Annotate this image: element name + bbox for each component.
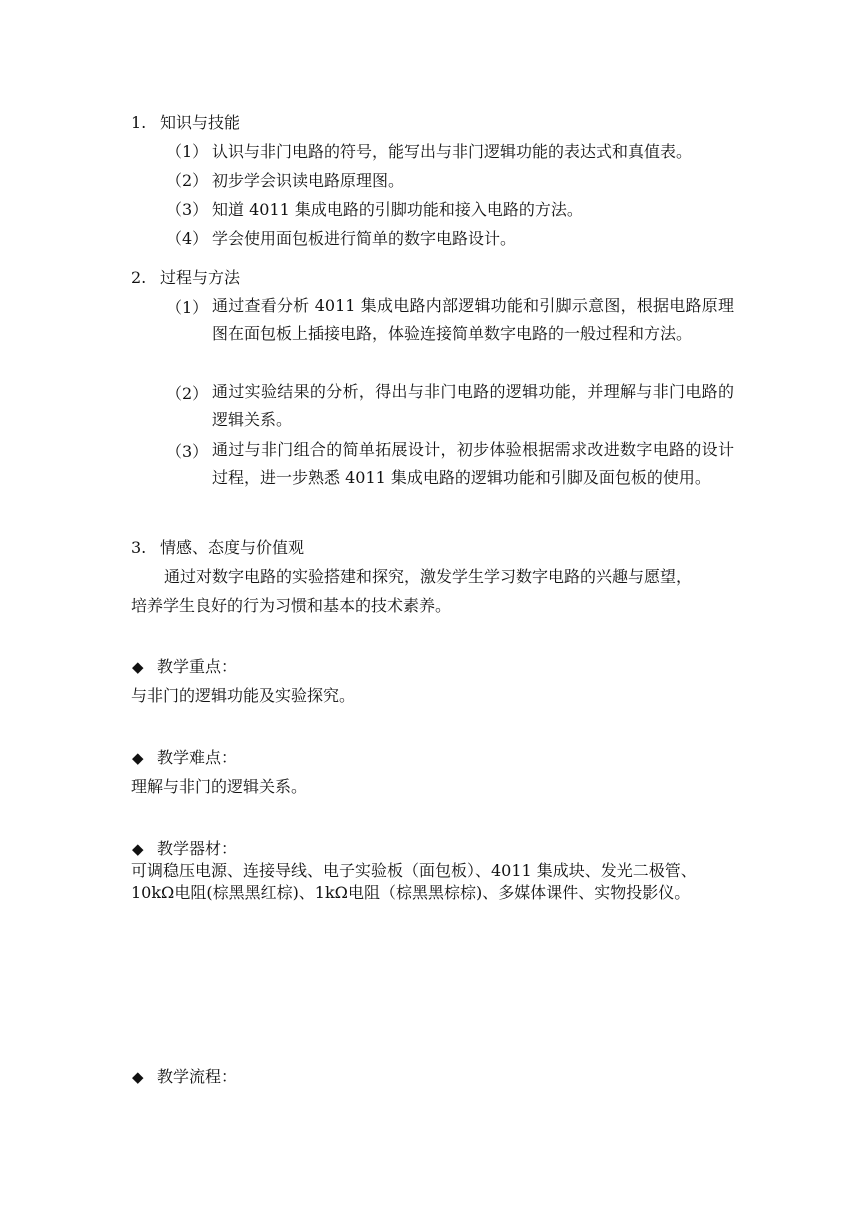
s2-item-1-number: （1）: [166, 298, 209, 317]
diamond-bullet-icon: ◆: [132, 658, 144, 676]
s1-item-2-text: 初步学会识读电路原理图。: [212, 171, 405, 190]
section-2-title: 过程与方法: [160, 268, 241, 287]
s2-item-3-number: （3）: [166, 442, 209, 461]
section-2-number: 2.: [131, 268, 147, 287]
s2-item-1-text: 通过查看分析 4011 集成电路内部逻辑功能和引脚示意图，根据电路原理图在面包板上插接电路，体验连接简单数字电路的一般过程和方法。: [212, 296, 734, 343]
section-1-number: 1.: [131, 113, 147, 132]
s1-item-3-text: 知道 4011 集成电路的引脚功能和接入电路的方法。: [212, 200, 583, 219]
s1-item-3-number: （3）: [166, 200, 209, 219]
s1-item-1-text: 认识与非门电路的符号，能写出与非门逻辑功能的表达式和真值表。: [212, 142, 693, 161]
s2-item-3-text: 通过与非门组合的简单拓展设计，初步体验根据需求改进数字电路的设计过程，进一步熟悉 4011 集成电路的逻辑功能和引脚及面包板的使用。: [212, 440, 734, 487]
s1-item-4-number: （4）: [166, 229, 209, 248]
s1-item-4-text: 学会使用面包板进行简单的数字电路设计。: [212, 229, 517, 248]
teaching-focus-text: 与非门的逻辑功能及实验探究。: [131, 686, 356, 705]
diamond-bullet-icon: ◆: [132, 1068, 144, 1086]
section-3-paragraph-line-1: 通过对数字电路的实验搭建和探究，激发学生学习数字电路的兴趣与愿望，: [164, 567, 693, 586]
section-3-number: 3.: [131, 538, 147, 557]
diamond-bullet-icon: ◆: [132, 840, 144, 858]
teaching-difficulty-heading: 教学难点：: [157, 748, 238, 767]
teaching-equipment-heading: 教学器材：: [157, 839, 238, 858]
teaching-equipment-text-line-1: 可调稳压电源、连接导线、电子实验板（面包板）、4011 集成块、发光二极管、: [131, 861, 697, 880]
s2-item-2-number: （2）: [166, 384, 209, 403]
teaching-difficulty-text: 理解与非门的逻辑关系。: [131, 777, 308, 796]
section-1-title: 知识与技能: [160, 113, 241, 132]
s2-item-2-text: 通过实验结果的分析，得出与非门电路的逻辑功能，并理解与非门电路的逻辑关系。: [212, 382, 734, 429]
section-3-title: 情感、态度与价值观: [160, 538, 305, 557]
s1-item-1-number: （1）: [166, 142, 209, 161]
s1-item-2-number: （2）: [166, 171, 209, 190]
section-3-paragraph-line-2: 培养学生良好的行为习惯和基本的技术素养。: [131, 596, 452, 615]
diamond-bullet-icon: ◆: [132, 749, 144, 767]
teaching-process-heading: 教学流程：: [157, 1067, 238, 1086]
teaching-focus-heading: 教学重点：: [157, 657, 238, 676]
teaching-equipment-text-line-2: 10kΩ电阻(棕黑黑红棕)、1kΩ电阻（棕黑黑棕棕)、多媒体课件、实物投影仪。: [131, 883, 691, 902]
